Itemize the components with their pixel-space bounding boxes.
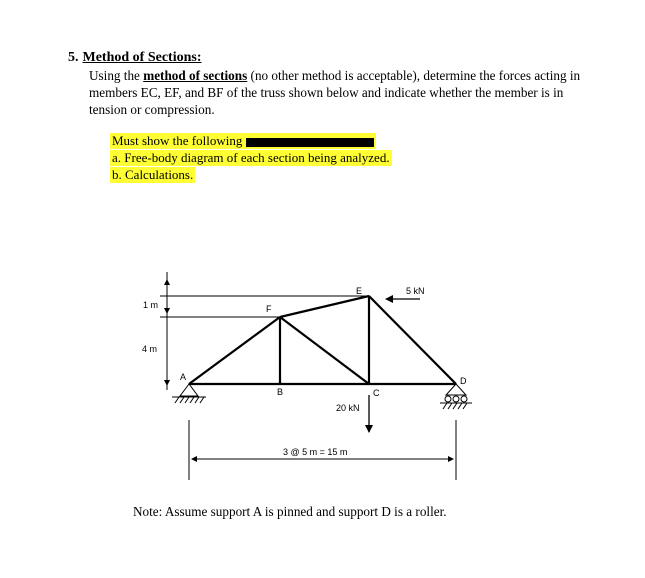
joint-E-label: E [356,286,363,296]
problem-number: 5. [68,50,79,65]
roller-support-D [440,384,472,409]
load-5kN-label: 5 kN [406,286,425,296]
requirement-item-a: a. Free-body diagram of each section being analyzed. [112,150,390,165]
member-ED [369,296,456,384]
support-note: Note: Assume support A is pinned and support D is a roller. [133,504,447,519]
vertical-dimension [160,272,370,390]
problem-title: Method of Sections: [82,50,202,65]
dim-4m: 4 m [142,344,158,354]
joint-B-label: B [277,387,284,397]
requirements-lead: Must show the following [110,133,376,149]
dim-1m: 1 m [143,300,159,310]
member-FE [280,296,369,317]
joint-A-label: A [180,372,187,382]
joint-D-label: D [460,376,467,386]
intro-before: Using the [89,68,144,83]
intro-method: method of sections [143,68,248,83]
pin-support-A [172,384,206,403]
member-FC [280,317,369,384]
joint-F-label: F [266,304,272,314]
load-20kN-label: 20 kN [336,403,360,413]
intro-after: (no other method is acceptable), determine the forces acting in members EC, EF, and BF of the truss shown below and indicate whether the member is in tension or compression. [89,68,581,117]
span-label: 3 @ 5 m = 15 m [283,447,348,457]
joint-C-label: C [373,388,380,398]
truss-members [189,296,456,384]
member-AF [189,317,280,384]
requirement-item-b: b. Calculations. [112,167,194,182]
